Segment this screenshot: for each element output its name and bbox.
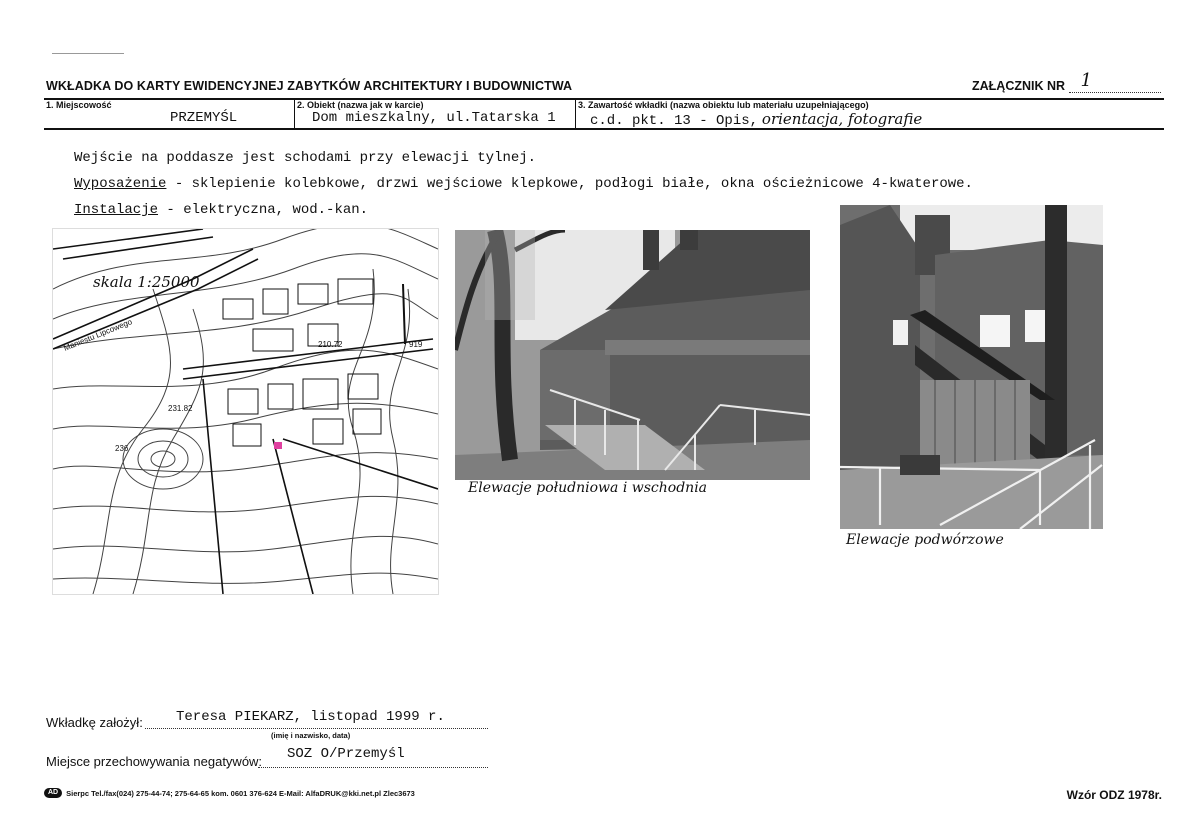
negatives-label: Miejsce przechowywania negatywów: (46, 754, 263, 769)
annex-label: ZAŁĄCZNIK NR (972, 79, 1066, 93)
map-elevation-4: 236 (115, 444, 129, 453)
author-label: Wkładkę założył: (46, 715, 143, 730)
contents-value: c.d. pkt. 13 - Opis, (590, 113, 759, 129)
printer-text: Sierpc Tel./fax(024) 275-44-74; 275-64-65 kom. 0601 376-624 E-Mail: AlfaDRUK@kki.net.pl Zlec3673 (66, 788, 415, 798)
annex-field (972, 70, 1161, 93)
printer-logo: AD (44, 788, 62, 798)
equipment-text: - sklepienie kolebkowe, drzwi wejściowe klepkowe, podłogi białe, okna ościeżnicowe 4-kwaterowe. (166, 176, 973, 192)
location-marker (274, 442, 282, 449)
author-dotted-line (145, 728, 488, 729)
field-separator-2 (575, 99, 576, 128)
body-line-installation (74, 202, 368, 218)
object-value: Dom mieszkalny, ul.Tatarska 1 (312, 110, 556, 126)
body-line-equipment (74, 176, 973, 192)
form-pattern: Wzór ODZ 1978r. (1066, 788, 1162, 802)
negatives-value: SOZ O/Przemyśl (287, 746, 405, 762)
photo1-caption: Elewacje południowa i wschodnia (468, 480, 708, 496)
field-separator-1 (294, 99, 295, 128)
form-title: WKŁADKA DO KARTY EWIDENCYJNEJ ZABYTKÓW ARCHITEKTURY I BUDOWNICTWA (46, 79, 573, 93)
photo2-image (840, 205, 1103, 529)
map-elevation-1: 210.72 (318, 340, 343, 349)
installation-label: Instalacje (74, 202, 159, 218)
negatives-dotted-line (258, 767, 488, 768)
locality-value: PRZEMYŚL (170, 110, 238, 126)
map-elevation-3: 231.82 (168, 404, 193, 413)
top-short-rule (52, 53, 124, 54)
author-note: (imię i nazwisko, data) (271, 731, 351, 740)
annex-dotted-line (1069, 70, 1161, 93)
photo1-image (455, 230, 810, 480)
author-value: Teresa PIEKARZ, listopad 1999 r. (176, 709, 445, 725)
map-scale-label: skala 1:25000 (93, 273, 200, 291)
locality-label: 1. Miejscowość (46, 100, 112, 110)
location-map (52, 228, 439, 595)
equipment-label: Wyposażenie (74, 176, 167, 192)
map-elevation-2: 919 (409, 340, 423, 349)
photo2-caption: Elewacje podwórzowe (846, 532, 1004, 548)
map-arrow-line (403, 284, 405, 344)
map-street-label: Maniestu Lipcowego (62, 317, 134, 353)
printer-imprint (44, 788, 415, 798)
photo-south-east-elevation (455, 230, 810, 480)
contents-field (590, 110, 922, 129)
installation-text: - elektryczna, wod.-kan. (158, 202, 369, 218)
object-label: 2. Obiekt (nazwa jak w karcie) (297, 100, 424, 110)
map-drawing (53, 229, 438, 594)
contents-label: 3. Zawartość wkładki (nazwa obiektu lub materiału uzupełniającego) (578, 100, 869, 110)
annex-number: 1 (1080, 70, 1092, 91)
contents-handwritten: orientacja, fotografie (761, 110, 923, 128)
photo-courtyard-elevation (840, 205, 1103, 529)
body-line-stairs: Wejście na poddasze jest schodami przy elewacji tylnej. (74, 150, 537, 166)
